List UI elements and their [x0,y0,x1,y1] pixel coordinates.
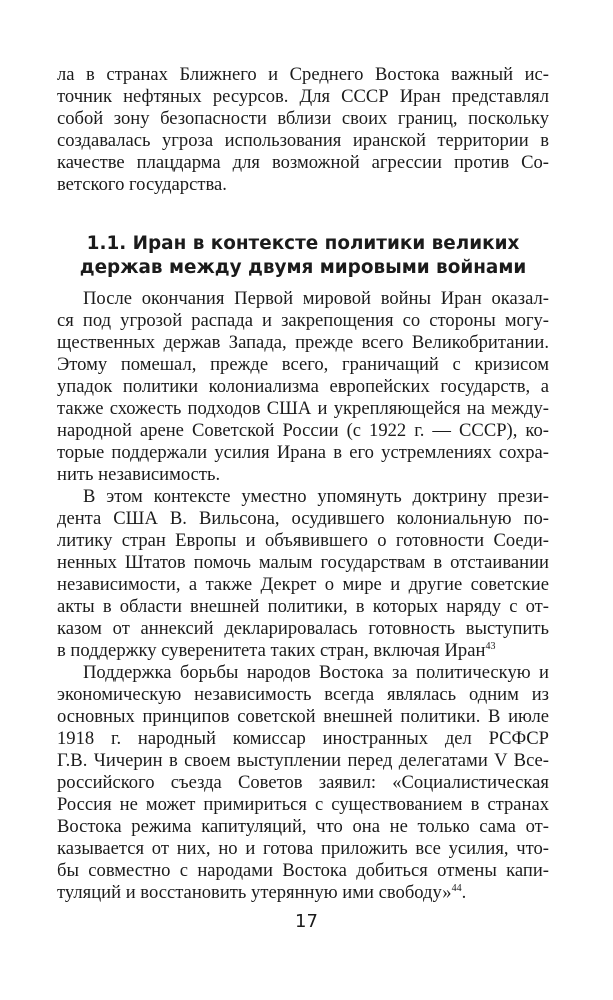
text-line: экономическую независимость всегда являлась одним из [57,684,549,705]
text-line: качестве плацдарма для возможной агрессии против Со- [57,152,549,173]
text-fragment: . [461,882,467,903]
section-heading-line: 1.1. Иран в контексте политики великих [86,233,520,254]
text-fragment: в поддержку суверенитета таких стран, включая Иран [57,640,486,661]
text-line: Г.В. Чичерин в своем выступлении перед делегатами V Все- [57,750,549,771]
text-line: создавалась угроза использования иранской территории в [57,130,549,151]
text-line: основных принципов советской внешней политики. В июле [57,706,549,727]
text-line: Россия не может примириться с существованием в странах [57,794,549,815]
text-line [57,640,549,662]
text-line: собой зону безопасности вблизи своих границ, поскольку [57,108,549,129]
text-line: российского съезда Советов заявил: «Социалистическая [57,772,549,793]
paragraph-1 [57,288,549,486]
text-fragment: туляций и восстановить утерянную ими свободу» [57,882,452,903]
text-line: также схожесть подходов США и укрепляющейся на между- [57,398,549,419]
text-line: казом от аннексий декларировалась готовность выступить [57,618,549,639]
text-line: щественных держав Запада, прежде всего Великобритании. [57,332,549,353]
text-line: казывается от них, но и готова приложить все усилия, что- [57,838,549,859]
text-line: ненных Штатов помочь малым государствам в отстаивании [57,552,549,573]
paragraph-2 [57,486,549,662]
text-line: После окончания Первой мировой войны Иран оказал- [83,288,549,309]
text-line: бы совместно с народами Востока добиться отмены капи- [57,860,549,881]
footnote-marker[interactable]: 43 [485,641,496,652]
paragraph-3 [57,662,549,904]
page-number: 17 [295,911,318,932]
text-line: народной арене Советской России (с 1922 г. — СССР), ко- [57,420,549,441]
text-line: В этом контексте уместно упомянуть доктрину прези- [83,486,549,507]
text-line: независимости, а также Декрет о мире и другие советские [57,574,549,595]
text-line: литику стран Европы и объявившего о готовности Соеди- [57,530,549,551]
text-line: Востока режима капитуляций, что она не только сама от- [57,816,549,837]
section-heading-line: держав между двумя мировыми войнами [79,257,527,278]
text-line [57,882,549,904]
footnote-marker[interactable]: 44 [451,883,462,894]
section-heading [57,232,549,280]
text-line: Поддержка борьбы народов Востока за политическую и [83,662,549,683]
text-line: ветского государства. [57,174,227,195]
text-line: дента США В. Вильсона, осудившего колониальную по- [57,508,549,529]
intro-paragraph [57,64,549,196]
text-line: ся под угрозой распада и закрепощения со стороны могу- [57,310,549,331]
text-line: упадок политики колониализма европейских государств, а [57,376,549,397]
text-line: акты в области внешней политики, в которых наряду с от- [57,596,549,617]
text-line: точник нефтяных ресурсов. Для СССР Иран представлял [57,86,549,107]
text-line: нить независимость. [57,464,221,485]
text-line: ла в странах Ближнего и Среднего Востока важный ис- [57,64,549,85]
text-line: торые поддержали усилия Ирана в его устремлениях сохра- [57,442,549,463]
section-body [57,288,549,904]
text-line: 1918 г. народный комиссар иностранных дел РСФСР [57,728,549,749]
text-line: Этому помешал, прежде всего, граничащий с кризисом [57,354,549,375]
